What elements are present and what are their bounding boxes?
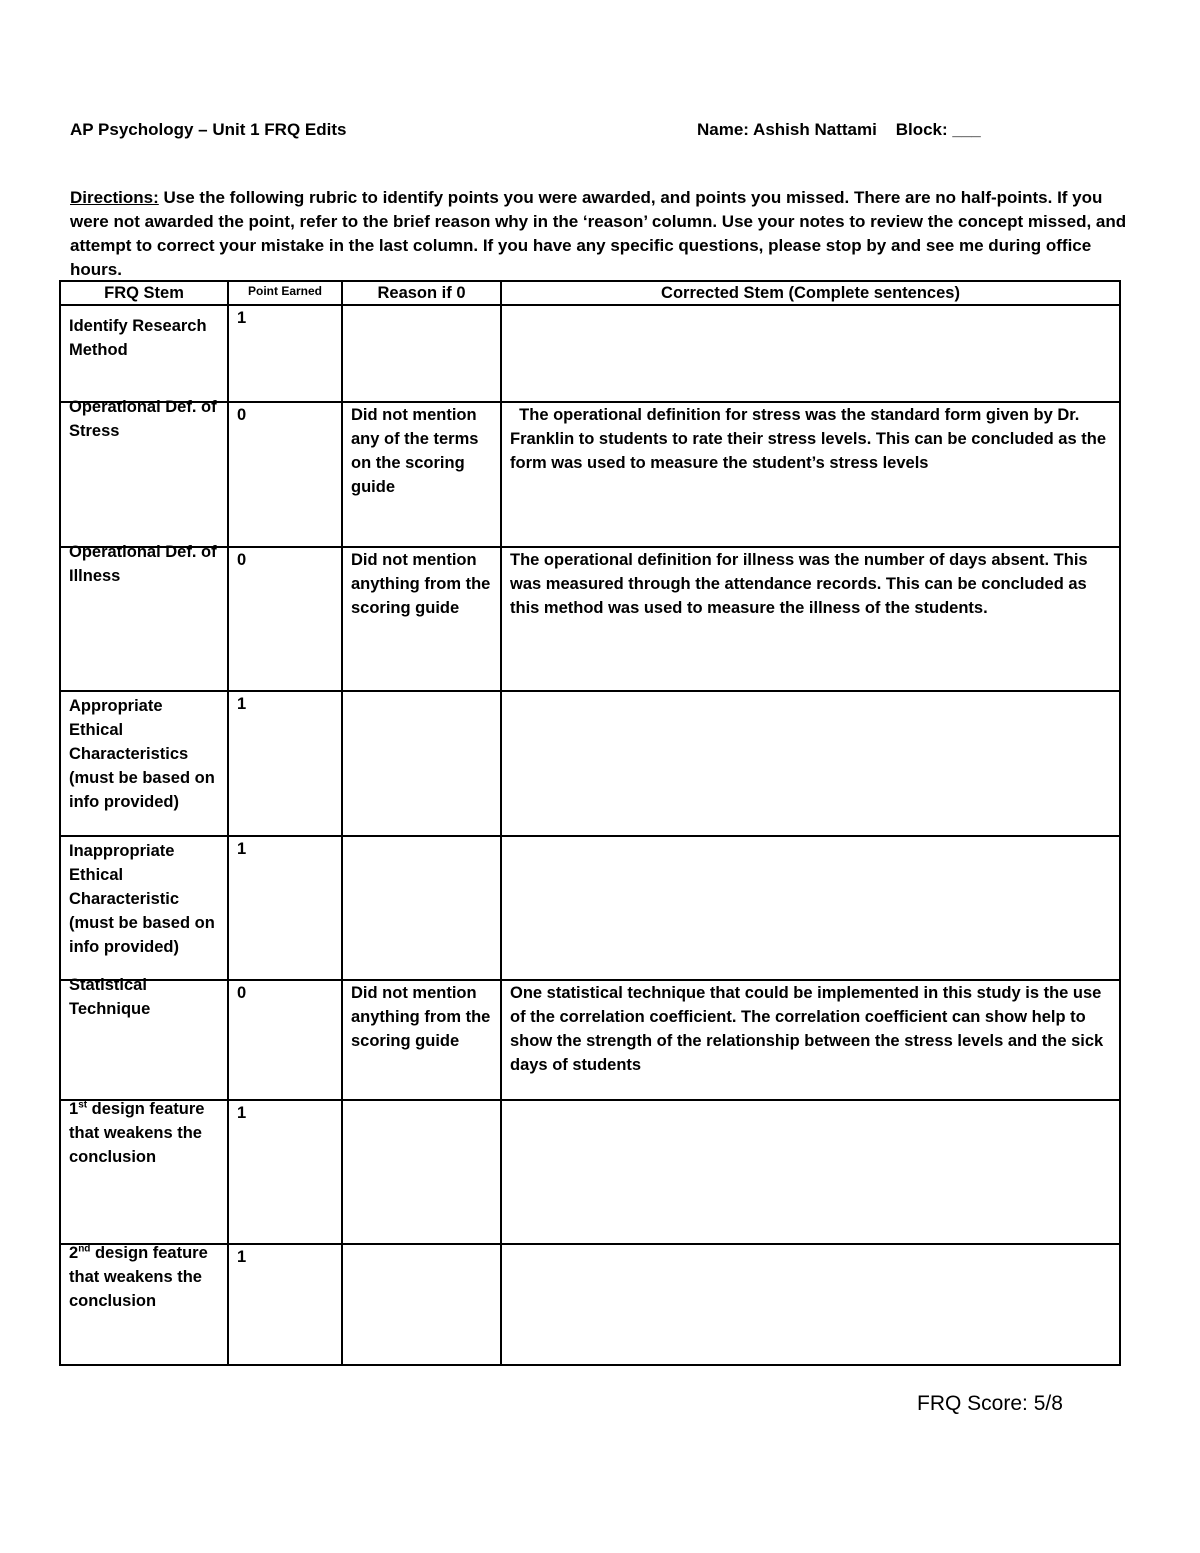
corrected-cell: The operational definition for stress was the standard form given by Dr. Franklin to students to rate their stress levels. This can be concluded as the form was used to measure the student’s stress levels <box>501 402 1120 547</box>
directions-text: Use the following rubric to identify points you were awarded, and points you missed. There are no half-points. If you were not awarded the point, refer to the brief reason why in the ‘reason’ column. Use your notes to review the concept missed, and attempt to correct your mistake in the last column. If you have any specific questions, please stop by and see me during office hours. <box>70 188 1127 279</box>
point-cell: 1 <box>228 691 342 836</box>
corrected-cell: One statistical technique that could be implemented in this study is the use of the correlation coefficient. The correlation coefficient can show help to show the strength of the relationship between the stress levels and the sick days of students <box>501 980 1120 1100</box>
point-cell: 0 <box>228 980 342 1100</box>
point-cell: 0 <box>228 547 342 691</box>
point-cell: 1 <box>228 1100 342 1244</box>
table-row <box>60 1100 1120 1244</box>
stem-cell: Statistical Technique <box>60 980 228 1100</box>
table-row <box>60 305 1120 402</box>
frq-score: FRQ Score: 5/8 <box>917 1392 1063 1415</box>
document-title: AP Psychology – Unit 1 FRQ Edits <box>70 120 347 139</box>
stem-cell: Inappropriate Ethical Characteristic (must be based on info provided) <box>60 836 228 980</box>
header-frq-stem: FRQ Stem <box>60 281 228 305</box>
table-row <box>60 402 1120 547</box>
rubric-table <box>59 280 1121 1366</box>
stem-cell: Appropriate Ethical Characteristics (must be based on info provided) <box>60 691 228 836</box>
header-corrected-stem: Corrected Stem (Complete sentences) <box>501 281 1120 305</box>
table-row <box>60 1244 1120 1365</box>
corrected-cell <box>501 1244 1120 1365</box>
stem-cell: Identify Research Method <box>60 305 228 402</box>
directions-paragraph <box>70 186 1135 282</box>
reason-cell <box>342 836 501 980</box>
stem-cell: 2nd design feature that weakens the conclusion <box>60 1244 228 1365</box>
header-point-earned: Point Earned <box>228 281 342 305</box>
point-cell: 1 <box>228 836 342 980</box>
point-cell: 1 <box>228 305 342 402</box>
point-cell: 1 <box>228 1244 342 1365</box>
stem-cell: 1st design feature that weakens the conclusion <box>60 1100 228 1244</box>
table-row <box>60 836 1120 980</box>
corrected-cell <box>501 1100 1120 1244</box>
corrected-cell <box>501 691 1120 836</box>
name-block-line: Name: Ashish Nattami Block: ___ <box>697 120 981 139</box>
table-row <box>60 691 1120 836</box>
reason-cell: Did not mention anything from the scoring guide <box>342 547 501 691</box>
reason-cell <box>342 305 501 402</box>
point-cell: 0 <box>228 402 342 547</box>
reason-cell <box>342 691 501 836</box>
table-header-row <box>60 281 1120 305</box>
corrected-cell: The operational definition for illness was the number of days absent. This was measured through the attendance records. This can be concluded as this method was used to measure the illness of the students. <box>501 547 1120 691</box>
reason-cell: Did not mention anything from the scoring guide <box>342 980 501 1100</box>
reason-cell <box>342 1244 501 1365</box>
corrected-cell <box>501 836 1120 980</box>
directions-label: Directions: <box>70 188 159 207</box>
header-reason: Reason if 0 <box>342 281 501 305</box>
stem-cell: Operational Def. of Stress <box>60 402 228 547</box>
table-row <box>60 547 1120 691</box>
stem-cell: Operational Def. of Illness <box>60 547 228 691</box>
reason-cell: Did not mention any of the terms on the scoring guide <box>342 402 501 547</box>
reason-cell <box>342 1100 501 1244</box>
corrected-cell <box>501 305 1120 402</box>
table-row <box>60 980 1120 1100</box>
